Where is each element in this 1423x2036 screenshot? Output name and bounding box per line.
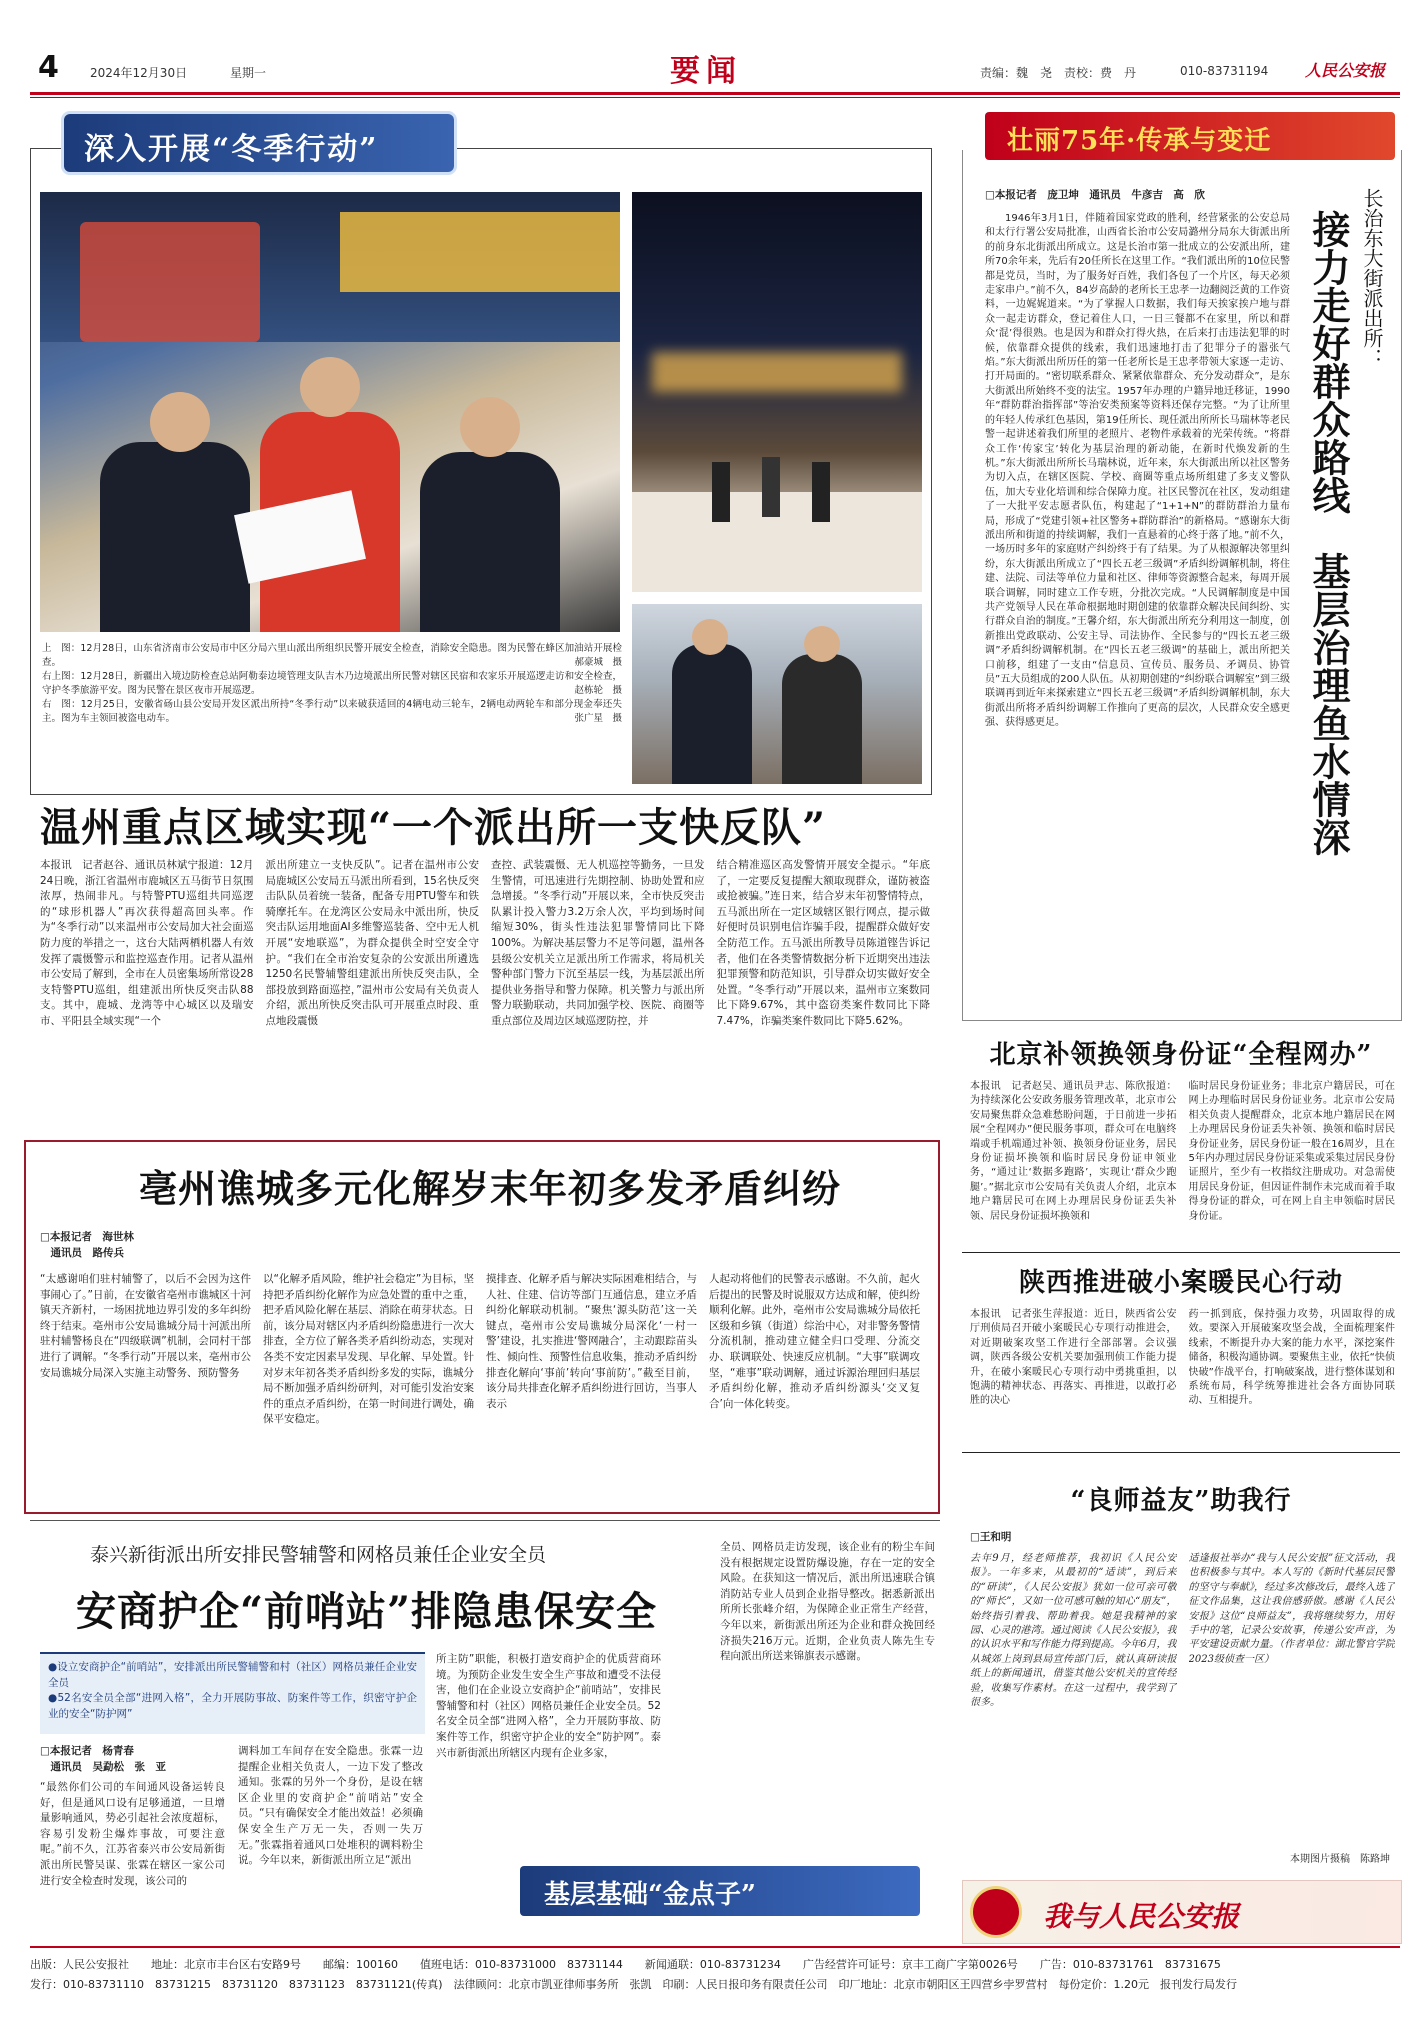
- taixing-top-rule: [30, 1520, 940, 1521]
- winter-action-title: 深入开展“冬季行动”: [84, 132, 379, 167]
- footer-line-2: 发行：010-83731110 83731215 83731120 83731123 83731121(传真) 法律顾问：北京市凯亚律师事务所 张凯 印刷：人民日报印务有限责任公司 印厂地址：北京市朝阳区王四营乡孛罗营村 每份定价：1.20元 报刊发行局发行: [30, 1978, 1237, 1991]
- bozhou-col-4: 人起动将他们的民警表示感谢。不久前，起火后提出的民警及时说服双方达成和解，使纠纷顺利化解。此外，亳州市公安局谯城分局依托区级和乡镇（街道）综治中心，对非警务警情分流机制，推动建立健全归口受理、分流交办、联调联处、快速反应机制。“大事”联调攻坚，“难事”联动调解，通过诉源治理回归基层矛盾纠纷化解，推动矛盾纠纷源头‘交叉复合’向一体化转变。: [709, 1273, 920, 1410]
- taixing-headline: 安商护企“前哨站”排隐患保安全: [76, 1588, 658, 1635]
- photo-returned-ebike: [632, 604, 922, 784]
- caption-right: 右 图：12月25日，安徽省砀山县公安局开发区派出所持“冬季行动”以来破获适回的4辆电动三轮车，2辆电动两轮车和部分现金奉还失主。图为车主领回被盗电动车。: [42, 699, 622, 724]
- photo-captions: [42, 642, 622, 782]
- beijing-col-2: 临时居民身份证业务；非北京户籍居民，可在网上办理临时居民身份证业务。北京市公安局相关负责人提醒群众，北京本地户籍居民在网上办理居民身份证丢失补领、换领和临时居民身份证业务，居民身份证一般在16周岁，且在5年内办理过居民身份证采集或采集过居民身份证照片，至少有一枚指纹注册成功。对急需使用居民身份证，但因证件制作未完成而着手取得身份证的群众，可在网上自主申领临时居民身份证。: [1188, 1081, 1395, 1222]
- photo-gas-station-inspection: [40, 192, 620, 632]
- taixing-bullet-1: ●设立安商护企“前哨站”，安排派出所民警辅警和村（社区）网格员兼任企业安全员: [48, 1661, 417, 1689]
- caption-top-right: 右上图：12月28日，新疆出入境边防检查总站阿勒泰边境管理支队吉木乃边境派出所民警对辖区民宿和农家乐开展巡逻走访和安全检查，守护冬季旅游平安。图为民警在景区夜市开展巡逻。: [42, 671, 622, 696]
- wenzhou-col-1: 本报讯 记者赵谷、通讯员林斌宁报道：12月24日晚，浙江省温州市鹿城区五马街节日氛围浓厚，热闹非凡。与特警PTU巡组共同巡逻的“球形机器人”再次获得超高回头率。作为“冬季行动”以来温州市公安局加大社会面巡防力度的举措之一，这台大陆两栖机器人有效发挥了震慑警示和监控巡查作用。记者从温州市公安局了解到，全市在人员密集场所常设28支特警PTU巡组，组建派出所快反突击队88支。其中，鹿城、龙湾等中心城区以及瑞安市、平阳县全域实现“一个: [40, 859, 254, 1027]
- issue-date: 2024年12月30日: [90, 66, 188, 80]
- taixing-bullet-2: ●52名安全员全部“进网入格”，全力开展防事故、防案件等工作，织密守护企业的安全“防护网”: [48, 1692, 417, 1720]
- shaanxi-rule: [962, 1452, 1400, 1453]
- taixing-summary-box: [40, 1652, 425, 1734]
- changzhi-body: [985, 212, 1290, 1012]
- taixing-byline-text: □本报记者 杨青春 通讯员 吴勐松 张 亚: [40, 1745, 166, 1773]
- taixing-footer-banner-title: 基层基础“金点子”: [544, 1880, 756, 1910]
- changzhi-text: 1946年3月1日，伴随着国家党政的胜利，经营紧张的公安总局和太行行署公安局批准，山西省长治市公安局潞州分局东大街派出所的前身东北街派出所成立。这是长治市第一批成立的公安派出所，建所70余年来，先后有20任所长在这里工作。“我们派出所的10位民警都是党员，当时，为了服务好百姓，我们各包了一个片区，每天必须走家串户。”前不久，84岁高龄的老所长王忠孝一边翻阅泛黄的工作资料，一边娓娓道来。“为了掌握人口数据，我们每天挨家挨户地与群众一起走访群众，登记着住人口，一日三餐都不在家里，所以和群众‘混’得很熟。也是因为和群众打得火热，在后来打击违法犯罪的时候，依靠群众提供的线索，我们迅速地打击了犯罪分子的嚣张气焰。”东大街派出所历任的第一任老所长是王忠孝带领大家逐一走访、打开局面的。“密切联系群众、紧紧依靠群众、充分发动群众”，是东大街派出所始终不变的法宝。1957年办理的户籍异地迁移证，1990年“群防群治指挥部”等治安类预案等资料还保存完整。“为了让所里的年轻人传承红色基因，第19任所长、现任派出所所长马瑞林等老民警一起讲述着我们所里的老照片、老物件承载着的光荣传统。“将群众工作‘传家宝’转化为基层治理的新动能，在新时代焕发新的生机。”东大街派出所所长马瑞林说，近年来，东大街派出所以社区警务为切入点，在辖区医院、学校、商圈等重点场所组建了多支义警队伍，加大专业化培训和综合保障力度。社区民警沉在社区，发动组建了一大批平安志愿者队伍，构建起了“1+1+N”的群防群治力量布局，形成了“党建引领+社区警务+群防群治”的新格局。“感谢东大街派出所和街道的持续调解，我们一直悬着的心终于落了地。”前不久，一场历时多年的家庭财产纠纷终于有了结果。为了从根源解决邻里纠纷，东大街派出所成立了“四长五老三级调”矛盾纠纷调解机制，将住建、法院、司法等单位力量和社区、律师等资源整合起来，每周开展联合调解，同时建立工作专班，分批次完成。“人民调解制度是中国共产党领导人民在革命根据地时期创建的依靠群众解决民间纠纷、实行群众自治的制度。”王馨介绍，东大街派出所充分利用这一制度，创新推出党政联动、公安主导、司法协作、全民参与的“四长五老三级调”矛盾纠纷调解机制。在“四长五老三级调”的基础上，派出所把关口前移，组建了一支由“信息员、宣传员、服务员、矛调员、协管员”五大员组成的200人队伍。从初期创建的“纠纷联合调解室”到三级联调再到近年来探索建立“四长五老三级调”矛盾纠纷调解机制，东大街派出所将矛盾纠纷调解工作推向了更高的层次，人民群众安全感更强、获得感更足。: [985, 213, 1290, 729]
- changzhi-byline: □本报记者 庞卫坤 通讯员 牛彦吉 高 欣: [985, 189, 1205, 201]
- photo-night-market-patrol: [632, 192, 922, 592]
- caption-top-right-credit: 赵栋轮 摄: [574, 685, 622, 696]
- series-banner-title: 壮丽75年·传承与变迁: [1007, 126, 1272, 156]
- shaanxi-headline: 陕西推进破小案暖民心行动: [1018, 1268, 1343, 1298]
- wenzhou-col-3: 查控、武装震慑、无人机巡控等勤务，一旦发生警情，可迅速进行先期控制、协助处置和应急增援。“冬季行动”开展以来，全市快反突击队累计投入警力3.2万余人次，平均到场时间缩短30%，街头性违法犯罪警情同比下降100%。为解决基层警力不足等问题，温州各县级公安机关立足派出所工作需求，将局机关警种部门警力下沉至基层一线，为基层派出所提供业务指导和警力保障。机关警力与派出所警力联勤联动，共同加强学校、医院、商圈等重点部位及周边区域巡逻防控，并: [491, 859, 705, 1027]
- changzhi-headline-text: 接力走好群众路线 基层治理鱼水情深: [1306, 210, 1351, 856]
- taixing-col-4: 全员、网格员走访发现，该企业有的粉尘车间没有根据规定设置防爆设施，存在一定的安全风险。在获知这一情况后，派出所迅速联合镇消防站专业人员到企业指导整改。据悉新派出所所长张峰介绍，为保障企业正常生产经营，今年以来，新街派出所还为企业和群众挽回经济损失216万元。近期，企业负责人陈先生专程向派出所送来锦旗表示感谢。: [720, 1541, 935, 1663]
- bozhou-byline-text: □本报记者 海世林 通讯员 路传兵: [40, 1231, 134, 1259]
- beijing-body: [970, 1080, 1395, 1248]
- caption-top-credit: 郝豪城 摄: [574, 657, 622, 668]
- liangshi-col-1: 去年9月，经老师推荐，我初识《人民公安报》。一年多来，从最初的“适读”，到后来的“研读”，《人民公安报》犹如一位可亲可敬的“师长”，又如一位可感可触的知心“朋友”，始终指引着我、帮助着我。她是我精神的家园、心灵的港湾。通过阅读《人民公安报》，我的认识水平和写作能力得到提高。今年6月，我从城郊上岗到县局宣传部门后，就认真研读报纸上的新闻通讯，借鉴其他公安机关的宣传经验，收集写作素材。在这一过程中，我学到了很多。: [970, 1553, 1177, 1709]
- masthead-rule: [30, 92, 1400, 95]
- footer-rule: [30, 1946, 1400, 1948]
- winter-action-banner: [64, 114, 454, 172]
- taixing-byline: [40, 1744, 220, 1775]
- bozhou-byline: [40, 1230, 210, 1270]
- beijing-headline: 北京补领换领身份证“全程网办”: [989, 1040, 1373, 1070]
- taixing-col-3: 所主防”职能，积极打造安商护企的优质营商环境。为预防企业发生安全生产事故和遭受不法侵害，他们在企业设立安商护企“前哨站”，安排民警辅警和村（社区）网格员兼任企业安全员。52名安全员全部“进网入格”，全力开展防事故、防案件等工作，织密守护企业的安全“防护网”。泰兴市新街派出所辖区内现有企业多家，: [436, 1653, 661, 1759]
- promo-badge-icon: [973, 1889, 1019, 1935]
- changzhi-headline: [1300, 210, 1350, 1010]
- changzhi-kicker: [1358, 188, 1384, 368]
- editor-credit: 责编：魏 尧 责校：费 丹: [980, 66, 1137, 80]
- wenzhou-col-2: 派出所建立一支快反队”。记者在温州市公安局鹿城区公安局五马派出所看到，15名快反突击队队员着统一装备，配备专用PTU警车和铁骑摩托车。在龙湾区公安局永中派出所，快反突击队运用地面AI多维警巡装备、空中无人机开展“安地联巡”，为群众提供全时空安全守护。“我们在全市治安复杂的公安派出所遴选1250名民警辅警组建派出所快反突击队，全部投放到路面巡控，”温州市公安局有关负责人介绍，派出所快反突击队可开展重点时段、重点地段震慑: [265, 859, 479, 1027]
- issue-weekday: 星期一: [230, 66, 267, 80]
- shaanxi-col-2: 药一抓到底，保持强力攻势，巩固取得的成效。要深入开展破案攻坚会战，全面梳理案件线索，不断提升办大案的能力水平，深挖案件储备，积极沟通协调。要聚焦主业，依托“快侦快破”作战平台，打响破案战，进行整体谋划和系统布局，科学统筹推进社会各方面协同联动、互相提升。: [1188, 1309, 1395, 1407]
- masthead-rule-thin: [30, 97, 1400, 98]
- beijing-rule: [962, 1252, 1400, 1253]
- editor-phone: 010-83731194: [1180, 64, 1269, 78]
- liangshi-headline: “良师益友”助我行: [1070, 1486, 1292, 1516]
- taixing-kicker: 泰兴新街派出所安排民警辅警和网格员兼任企业安全员: [90, 1544, 547, 1566]
- bozhou-body: [40, 1272, 920, 1502]
- section-name: 要闻: [670, 54, 742, 89]
- taixing-footer-banner: [520, 1866, 920, 1916]
- liangshi-byline: □王和明: [970, 1531, 1012, 1543]
- wenzhou-body: [40, 858, 930, 1130]
- caption-top: 上 图：12月28日，山东省济南市公安局市中区分局六里山派出所组织民警开展安全检查，消除安全隐患。图为民警在蜂区加油站开展检查。: [42, 643, 622, 668]
- liangshi-col-2: 适逢报社举办“我与人民公安报”征文活动，我也积极参与其中。本人写的《新时代基层民警的坚守与奉献》，经过多次修改后，最终入选了征文作品集，这让我倍感骄傲。感谢《人民公安报》这位“良师益友”，我将继续努力，用好手中的笔，记录公安故事，传递公安声音，为平安建设贡献力量。（作者单位：湖北警官学院2023级侦查一区）: [1188, 1553, 1395, 1665]
- bozhou-col-2: 以“化解矛盾风险，维护社会稳定”为目标，坚持把矛盾纠纷化解作为应急处置的重中之重，把矛盾风险化解在基层、消除在萌芽状态。日前，该分局对辖区内矛盾纠纷隐患进行一次大排查，全方位了解各类矛盾纠纷动态，实现对各类不安定因素早发现、早化解、早处置。针对岁末年初各类矛盾纠纷多发的实际，谯城分局不断加强矛盾纠纷研判，对可能引发治安案件的重点矛盾纠纷，在第一时间进行调处，确保平安稳定。: [263, 1273, 474, 1426]
- promo-banner-title: 我与人民公安报: [1043, 1900, 1240, 1933]
- promo-banner: [962, 1880, 1402, 1944]
- footer-line-1: 出版：人民公安报社 地址：北京市丰台区右安路9号 邮编：100160 值班电话：010-83731000 83731144 新闻通联：010-83731234 广告经营许可证号：京丰工商广字第0026号 广告：010-83731761 83731675: [30, 1958, 1221, 1971]
- bozhou-col-3: 摸排查、化解矛盾与解决实际困难相结合，与人社、住建、信访等部门互通信息，建立矛盾纠纷化解联动机制。“聚焦‘源头防范’这一关键点，亳州市公安局谯城分局深化‘一村一警’建设，扎实推进‘警网融合’，主动跟踪苗头性、倾向性、预警性信息收集，推动矛盾纠纷排查化解向‘事前’转向‘事前防’。”截至目前，该分局共排查化解矛盾纠纷进行回访，当事人表示: [486, 1273, 697, 1410]
- taixing-col-1: “最然你们公司的车间通风设备运转良好，但是通风口设有足够通道，一旦增量影响通风，势必引起社会浓度超标，容易引发粉尘爆炸事故，可要注意呢。”前不久，江苏省泰兴市公安局新街派出所民警吴谋、张霖在辖区一家公司进行安全检查时发现，该公司的: [40, 1781, 225, 1887]
- shaanxi-col-1: 本报讯 记者张生萍报道：近日，陕西省公安厅刑侦局召开破小案暖民心专项行动推进会，对近期破案攻坚工作进行全部部署。会议强调，陕西各级公安机关要加强刑侦工作能力提升，在破小案暖民心专项行动中勇挑重担，以饱满的精神状态、再落实、再推进，以敢打必胜的决心: [970, 1309, 1177, 1407]
- changzhi-kicker-text: 长治东大街派出所：: [1360, 188, 1384, 368]
- taixing-col-2: 调料加工车间存在安全隐患。张霖一边提醒企业相关负责人，一边下发了整改通知。张霖的另外一个身份，是设在辖区企业里的安商护企“前哨站”安全员。“只有确保安全才能出效益！必须确保安全生产万无一失，否则一失万无。”张霖指着通风口处堆积的调料粉尘说。今年以来，新街派出所立足“派出: [238, 1745, 423, 1867]
- wenzhou-headline: 温州重点区域实现“一个派出所一支快反队”: [40, 804, 827, 851]
- masthead: [30, 42, 1400, 92]
- beijing-col-1: 本报讯 记者赵吴、通讯员尹志、陈欣报道：为持续深化公安政务服务管理改革，北京市公安局聚焦群众急难愁盼问题，于日前进一步拓展“全程网办”便民服务事项，群众可在电脑终端或手机端通过补领、换领身份证业务，居民身份证损坏换领和临时居民身份证申领业务，“通过让‘数据多跑路’，实现让‘群众少跑腿’。”据北京市公安局有关负责人介绍，北京本地户籍居民可在网上办理居民身份证丢失补领、居民身份证损坏换领和: [970, 1081, 1177, 1222]
- newspaper-logo: 人民公安报: [1305, 61, 1386, 80]
- shaanxi-body: [970, 1308, 1395, 1448]
- bozhou-col-1: “太感谢咱们驻村辅警了，以后不会因为这件事闹心了。”日前，在安徽省亳州市谯城区十河镇天齐新村，一场困扰地边界引发的多年纠纷终于结束。亳州市公安局谯城分局十河派出所驻村辅警杨良在“四级联调”机制，会同村干部进行了调解。“冬季行动”开展以来，亳州市公安局谯城分局深入实施主动警务、预防警务: [40, 1273, 251, 1379]
- bozhou-headline: 亳州谯城多元化解岁末年初多发矛盾纠纷: [138, 1166, 841, 1211]
- caption-right-credit: 张广星 摄: [574, 713, 622, 724]
- liangshi-body: [970, 1552, 1395, 1852]
- liangshi-credit: 本期图片摄稿 陈路坤: [1290, 1854, 1390, 1865]
- wenzhou-col-4: 结合精准巡区高发警情开展安全提示。“年底了，一定要反复提醒大额取现群众，谨防被盗或抢被骗。”连日来，结合岁末年初警情特点，五马派出所在一定区域辖区银行网点，提示做好便时员识别电信诈骗手段，提醒群众做好安全防范工作。五马派出所教导员陈道铿告诉记者，他们在各类警情数据分析下近期突出违法犯罪预警和防范知识，引导群众切实做好安全处置。“冬季行动”开展以来，温州市立案数同比下降9.67%，其中盗窃类案件数同比下降7.47%，诈骗类案件数同比下降5.62%。: [716, 859, 930, 1027]
- page-number: 4: [38, 50, 59, 85]
